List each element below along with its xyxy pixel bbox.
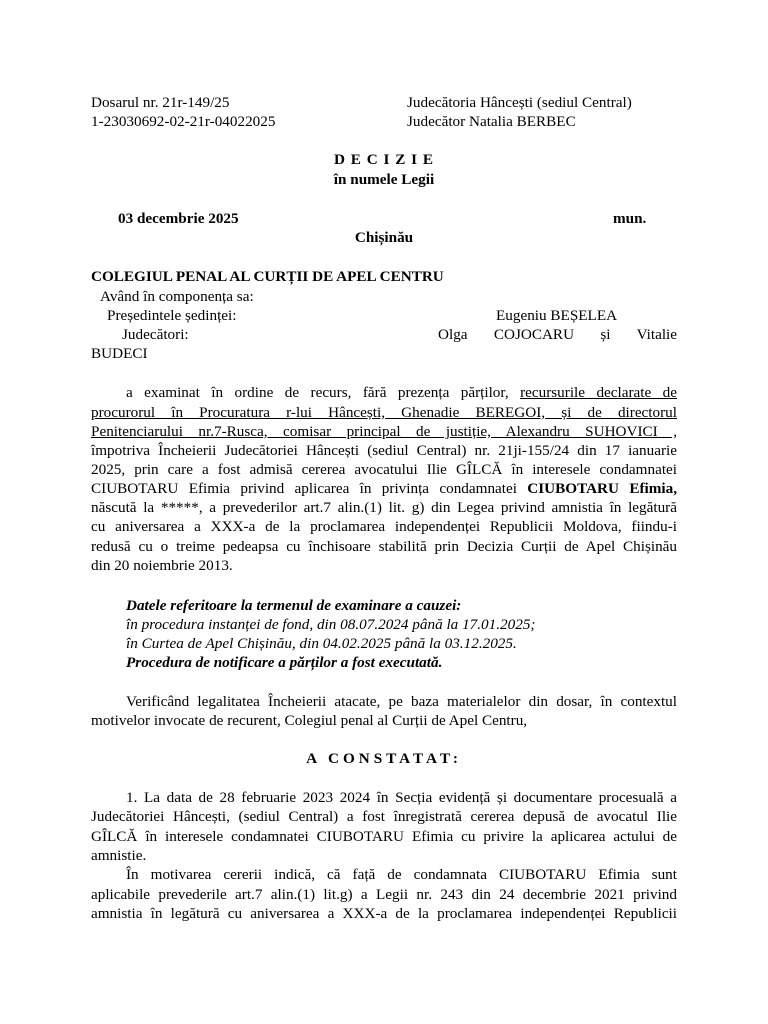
- para1-line-5: 2025, prin care a fost admisă cererea avocatului Ilie GÎLCĂ în interesele condamnatei: [91, 461, 677, 478]
- para1-line-6: [91, 480, 677, 498]
- notification-statement: Procedura de notificare a părților a fost executată.: [126, 654, 443, 671]
- college-name: COLEGIUL PENAL AL CURȚII DE APEL CENTRU: [91, 268, 444, 285]
- first-instance-judge: Judecător Natalia BERBEC: [407, 113, 576, 130]
- para1-line-1: [126, 384, 677, 402]
- city-name: Chișinău: [354, 229, 414, 246]
- para1-line-9: redusă cu o treime pedeapsa cu închisoare stabilită prin Decizia Curții de Apel Chișinău: [91, 538, 677, 555]
- section-heading: A CONSTATAT:: [306, 750, 462, 767]
- president-label: Președintele ședinței:: [107, 307, 237, 324]
- case-number: Dosarul nr. 21r-149/25: [91, 94, 230, 111]
- convict-name-bold: CIUBOTARU Efimia,: [527, 480, 677, 497]
- terms-appeal-court: în Curtea de Apel Chișinău, din 04.02.2025 până la 03.12.2025.: [126, 635, 517, 652]
- judge-lastname-2: BUDECI: [91, 345, 148, 362]
- para1-line-4: împotriva Încheierii Judecătoriei Hâncești (sediul Central) nr. 21ji-155/24 din 17 ianuarie: [91, 442, 677, 459]
- conjunction: și: [600, 326, 611, 343]
- president-name: Eugeniu BEȘELEA: [496, 307, 618, 324]
- point1-line-2: Judecătoriei Hâncești, (sediul Central) a fost înregistrată cererea depusă de avocatul Ilie: [91, 808, 677, 825]
- unique-case-number: 1-23030692-02-21r-04022025: [91, 113, 276, 130]
- judges-names: [438, 326, 677, 344]
- page-title: D E C I Z I E: [334, 151, 434, 168]
- terms-first-instance: în procedura instanței de fond, din 08.07.2024 până la 17.01.2025;: [126, 616, 536, 633]
- judge-firstname-1: Olga: [438, 326, 468, 343]
- composition-label: Având în componența sa:: [100, 288, 254, 305]
- para1-underlined: recursurile declarate de: [520, 384, 678, 401]
- para1-line-7: născută la *****, a prevederilor art.7 alin.(1) lit. g) din Legea privind amnistia în legătură: [91, 499, 677, 516]
- point1-line-3: GÎLCĂ în interesele condamnatei CIUBOTARU Efimia cu privire la aplicarea actului de: [91, 828, 677, 845]
- point2-line-1: În motivarea cererii indică, că față de condamnata CIUBOTARU Efimia sunt: [126, 866, 677, 883]
- para1-text: a examinat în ordine de recurs, fără prezența părților,: [126, 384, 521, 401]
- terms-heading: Datele referitoare la termenul de examinare a cauzei:: [126, 597, 462, 614]
- page-subtitle: în numele Legii: [333, 171, 435, 188]
- verify-line-2: motivelor invocate de recurent, Colegiul penal al Curții de Apel Centru,: [91, 712, 528, 729]
- para1-line-10: din 20 noiembrie 2013.: [91, 557, 233, 574]
- para1-line-8: cu aniversarea a XXX-a de la proclamarea independenței Republicii Moldova, fiindu-i: [91, 518, 677, 535]
- point2-line-2: aplicabile prevederile art.7 alin.(1) lit.g) a Legii nr. 243 din 24 decembrie 2021 privind: [91, 886, 677, 903]
- decision-date: 03 decembrie 2025: [118, 210, 239, 227]
- judges-label: Judecători:: [122, 326, 189, 343]
- judge-lastname-1: COJOCARU: [493, 326, 575, 343]
- point1-line-1: 1. La data de 28 februarie 2023 2024 în Secția evidență și documentare procesuală a: [126, 789, 677, 806]
- point2-line-3: amnistia în legătură cu aniversarea a XXX-a de la proclamarea independenței Republicii: [91, 905, 677, 922]
- verify-line-1: Verificând legalitatea Încheierii atacate, pe baza materialelor din dosar, în contextul: [126, 693, 677, 710]
- municipality-label: mun.: [613, 210, 647, 227]
- point1-line-4: amnistie.: [91, 847, 147, 864]
- para1-l6-text: CIUBOTARU Efimia privind aplicarea în privința condamnatei: [91, 480, 528, 497]
- judge-firstname-2: Vitalie: [636, 326, 677, 343]
- first-instance-court: Judecătoria Hâncești (sediul Central): [407, 94, 632, 111]
- para1-line-2: procurorul în Procuratura r-lui Hâncești, Ghenadie BEREGOI, și de directorul: [91, 404, 677, 421]
- para1-line-3: Penitenciarului nr.7-Rusca, comisar principal de justiție, Alexandru SUHOVICI ,: [91, 423, 677, 440]
